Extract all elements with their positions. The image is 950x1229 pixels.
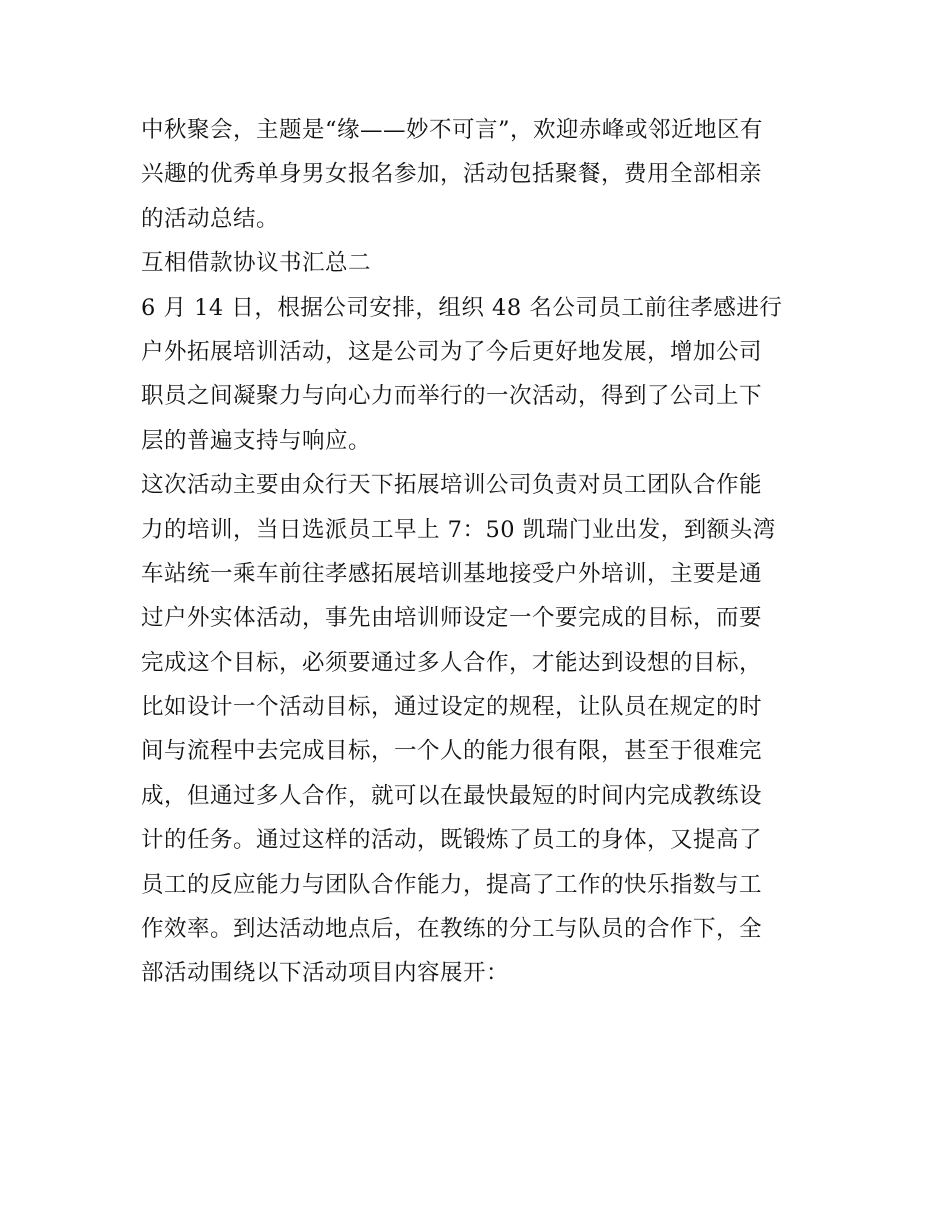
text-line: 兴趣的优秀单身男女报名参加，活动包括聚餐，费用全部相亲 [141,161,763,188]
text-line: 作效率。到达活动地点后，在教练的分工与队员的合作下，全 [141,916,763,943]
paragraph-mid-autumn [141,108,821,241]
text-line: 员工的反应能力与团队合作能力，提高了工作的快乐指数与工 [141,871,763,898]
paragraph-june-training [141,286,821,464]
text-line: 车站统一乘车前往孝感拓展培训基地接受户外培训，主要是通 [141,560,763,587]
text-line: 部活动围绕以下活动项目内容展开： [141,960,510,987]
text-line: 成，但通过多人合作，就可以在最快最短的时间内完成教练设 [141,782,763,809]
text-line: 计的任务。通过这样的活动，既锻炼了员工的身体，又提高了 [141,827,763,854]
text-line: 中秋聚会，主题是“缘——妙不可言”，欢迎赤峰或邻近地区有 [141,117,764,143]
text-line: 层的普遍支持与响应。 [141,427,372,454]
text-line: 职员之间凝聚力与向心力而举行的一次活动，得到了公司上下 [141,383,763,410]
section-heading [141,241,821,285]
text-line: 间与流程中去完成目标，一个人的能力很有限，甚至于很难完 [141,738,763,765]
text-line: 户外拓展培训活动，这是公司为了今后更好地发展，增加公司 [141,338,763,365]
heading-line: 互相借款协议书汇总二 [141,250,372,277]
text-line: 的活动总结。 [141,205,280,232]
text-line: 6 月 14 日，根据公司安排，组织 48 名公司员工前往孝感进行 [141,294,783,321]
text-line: 比如设计一个活动目标，通过设定的规程，让队员在规定的时 [141,694,763,721]
document-body [141,108,821,996]
text-line: 这次活动主要由众行天下拓展培训公司负责对员工团队合作能 [141,472,763,499]
text-line: 力的培训，当日选派员工早上 7：50 凯瑞门业出发，到额头湾 [141,516,776,543]
text-line: 过户外实体活动，事先由培训师设定一个要完成的目标，而要 [141,605,763,632]
paragraph-activity-details [141,463,821,996]
text-line: 完成这个目标，必须要通过多人合作，才能达到设想的目标， [141,649,763,676]
